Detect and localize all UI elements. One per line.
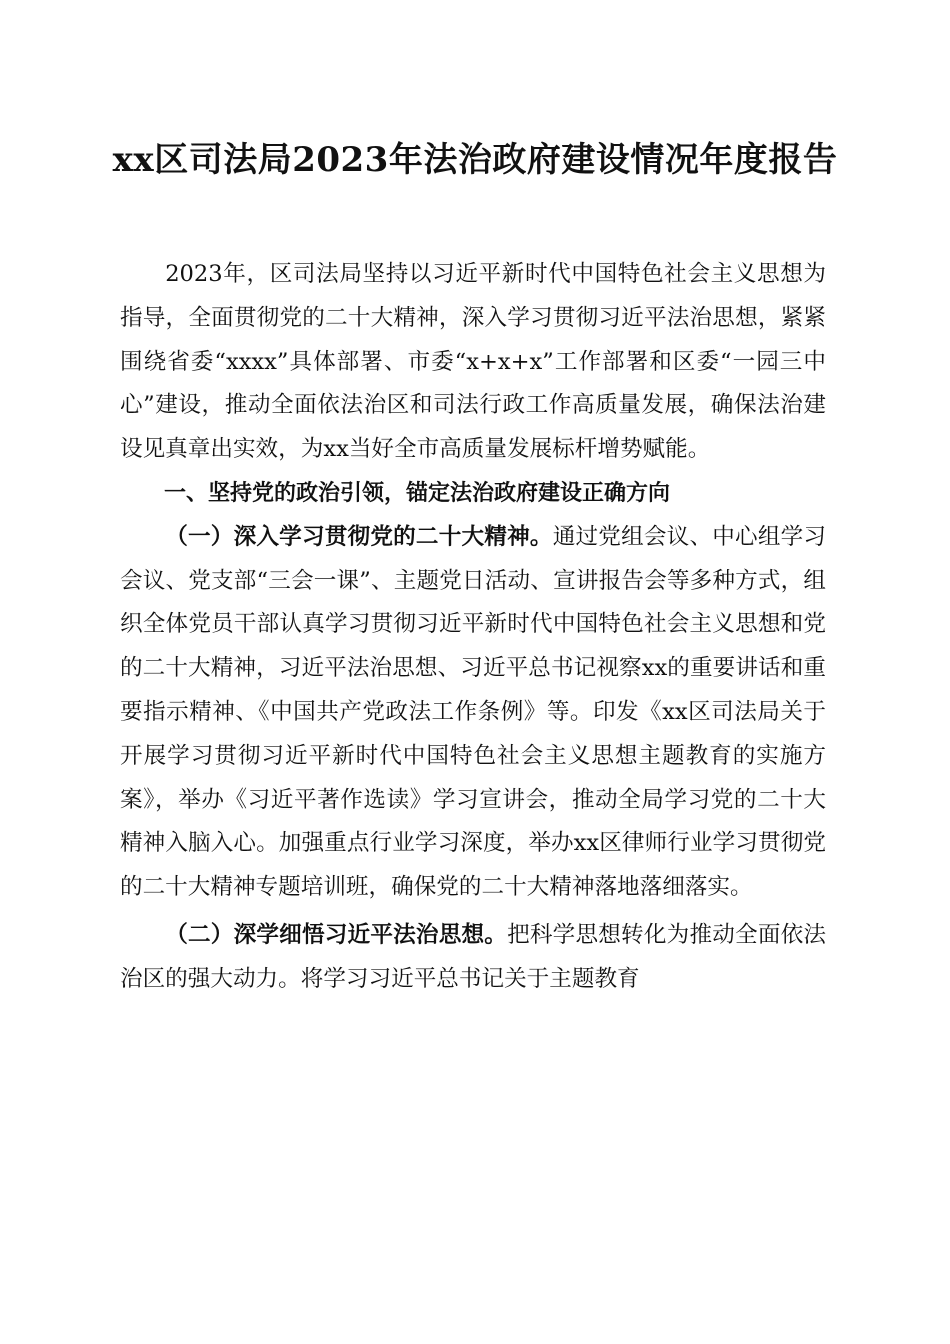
document-body (120, 253, 826, 1002)
intro-paragraph: 2023年，区司法局坚持以习近平新时代中国特色社会主义思想为指导，全面贯彻党的二十大精神，深入学习贯彻习近平法治思想，紧紧围绕省委“xxxx”具体部署、市委“x+x+x”工作部署和区委“一园三中心”建设，推动全面依法治区和司法行政工作高质量发展，确保法治建设见真章出实效，为xx当好全市高质量发展标杆增势赋能。 (120, 261, 826, 463)
paragraph-2-body: 把科学思想转化为推动全面依法治区的强大动力。将学习习近平总书记关于主题教育 (120, 921, 827, 992)
paragraph-1 (120, 516, 826, 910)
paragraph-2 (120, 914, 826, 1002)
paragraph-2-lead: （二）深学细悟习近平法治思想。 (165, 921, 508, 948)
paragraph-1-lead: （一）深入学习贯彻党的二十大精神。 (165, 523, 553, 550)
paragraph-1-body: 通过党组会议、中心组学习会议、党支部“三会一课”、主题党日活动、宣讲报告会等多种方式，组织全体党员干部认真学习贯彻习近平新时代中国特色社会主义思想和党的二十大精神，习近平法治思想、习近平总书记视察xx的重要讲话和重要指示精神、《中国共产党政法工作条例》等。印发《xx区司法局关于开展学习贯彻习近平新时代中国特色社会主义思想主题教育的实施方案》，举办《习近平著作选读》学习宣讲会，推动全局学习党的二十大精神入脑入心。加强重点行业学习深度，举办xx区律师行业学习贯彻党的二十大精神专题培训班，确保党的二十大精神落地落细落实。 (120, 523, 827, 901)
document-title: xx区司法局2023年法治政府建设情况年度报告 (112, 140, 838, 180)
section-heading-1: 一、坚持党的政治引领，锚定法治政府建设正确方向 (164, 480, 671, 506)
